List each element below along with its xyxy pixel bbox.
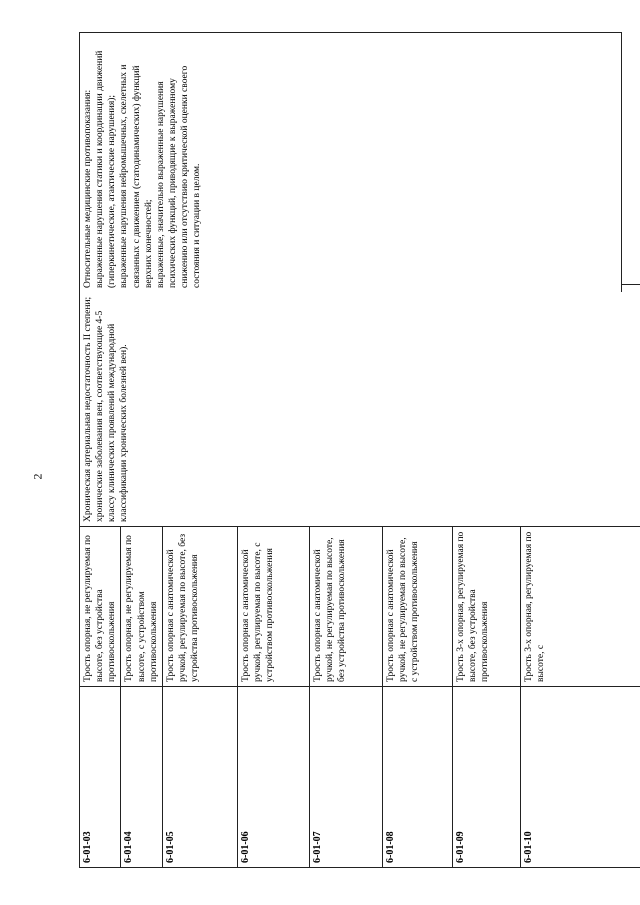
product-name: Трость опорная, не регулируемая по высоте, без устройства противоскольжения (80, 527, 121, 687)
product-name: Трость опорная, не регулируемая по высоте, с устройством противоскольжения (121, 527, 162, 687)
product-name: Трость 3-х опорная, регулируемая по высоте, без устройства противоскольжения (452, 527, 520, 687)
product-name: Трость опорная с анатомической ручкой, регулируемая по высоте, без устройства противоскольжения (162, 527, 237, 687)
products-table (79, 284, 640, 868)
indications-text: Хроническая артериальная недостаточность II степени; хронические заболевания вен, соответствующие 4-5 классу клинических проявлений международной классификации хронических болезней вен). (83, 296, 130, 522)
contraindications-line: выраженные нарушения нейромышечных, скелетных и связанных с движением (статодинамических) функций верхних конечностей; (119, 64, 154, 288)
contraindications-line: выраженные, значительно выраженные нарушения психических функций, приводящие к выраженному снижению или отсутствию критической оценки своего состояния и ситуации в целом. (155, 65, 203, 288)
product-code: 6-01-07 (309, 687, 382, 868)
product-code: 6-01-06 (237, 687, 309, 868)
product-code: 6-01-04 (121, 687, 162, 868)
document-table-sheet (79, 285, 622, 868)
contraindications-line: выраженные нарушения статики и координации движений (гиперкинетические, атактические нарушения); (95, 50, 118, 288)
indications-cell (80, 285, 640, 527)
contraindications-line: Относительные медицинские противопоказания: (83, 89, 93, 288)
product-name: Трость опорная с анатомической ручкой, регулируемая по высоте, с устройством противоскольжения (237, 527, 309, 687)
contraindications-cell (79, 32, 622, 292)
product-code: 6-01-08 (382, 687, 452, 868)
product-name: Трость 3-х опорная, регулируемая по высоте, с (520, 527, 640, 687)
product-code: 6-01-10 (520, 687, 640, 868)
table-row (80, 285, 121, 868)
product-name: Трость опорная с анатомической ручкой, не регулируемая по высоте, с устройством противоскольжения (382, 527, 452, 687)
page-number: 2 (30, 473, 45, 480)
product-code: 6-01-05 (162, 687, 237, 868)
product-code: 6-01-03 (80, 687, 121, 868)
product-name: Трость опорная с анатомической ручкой, не регулируемая по высоте, без устройства противоскольжения (309, 527, 382, 687)
product-code: 6-01-09 (452, 687, 520, 868)
